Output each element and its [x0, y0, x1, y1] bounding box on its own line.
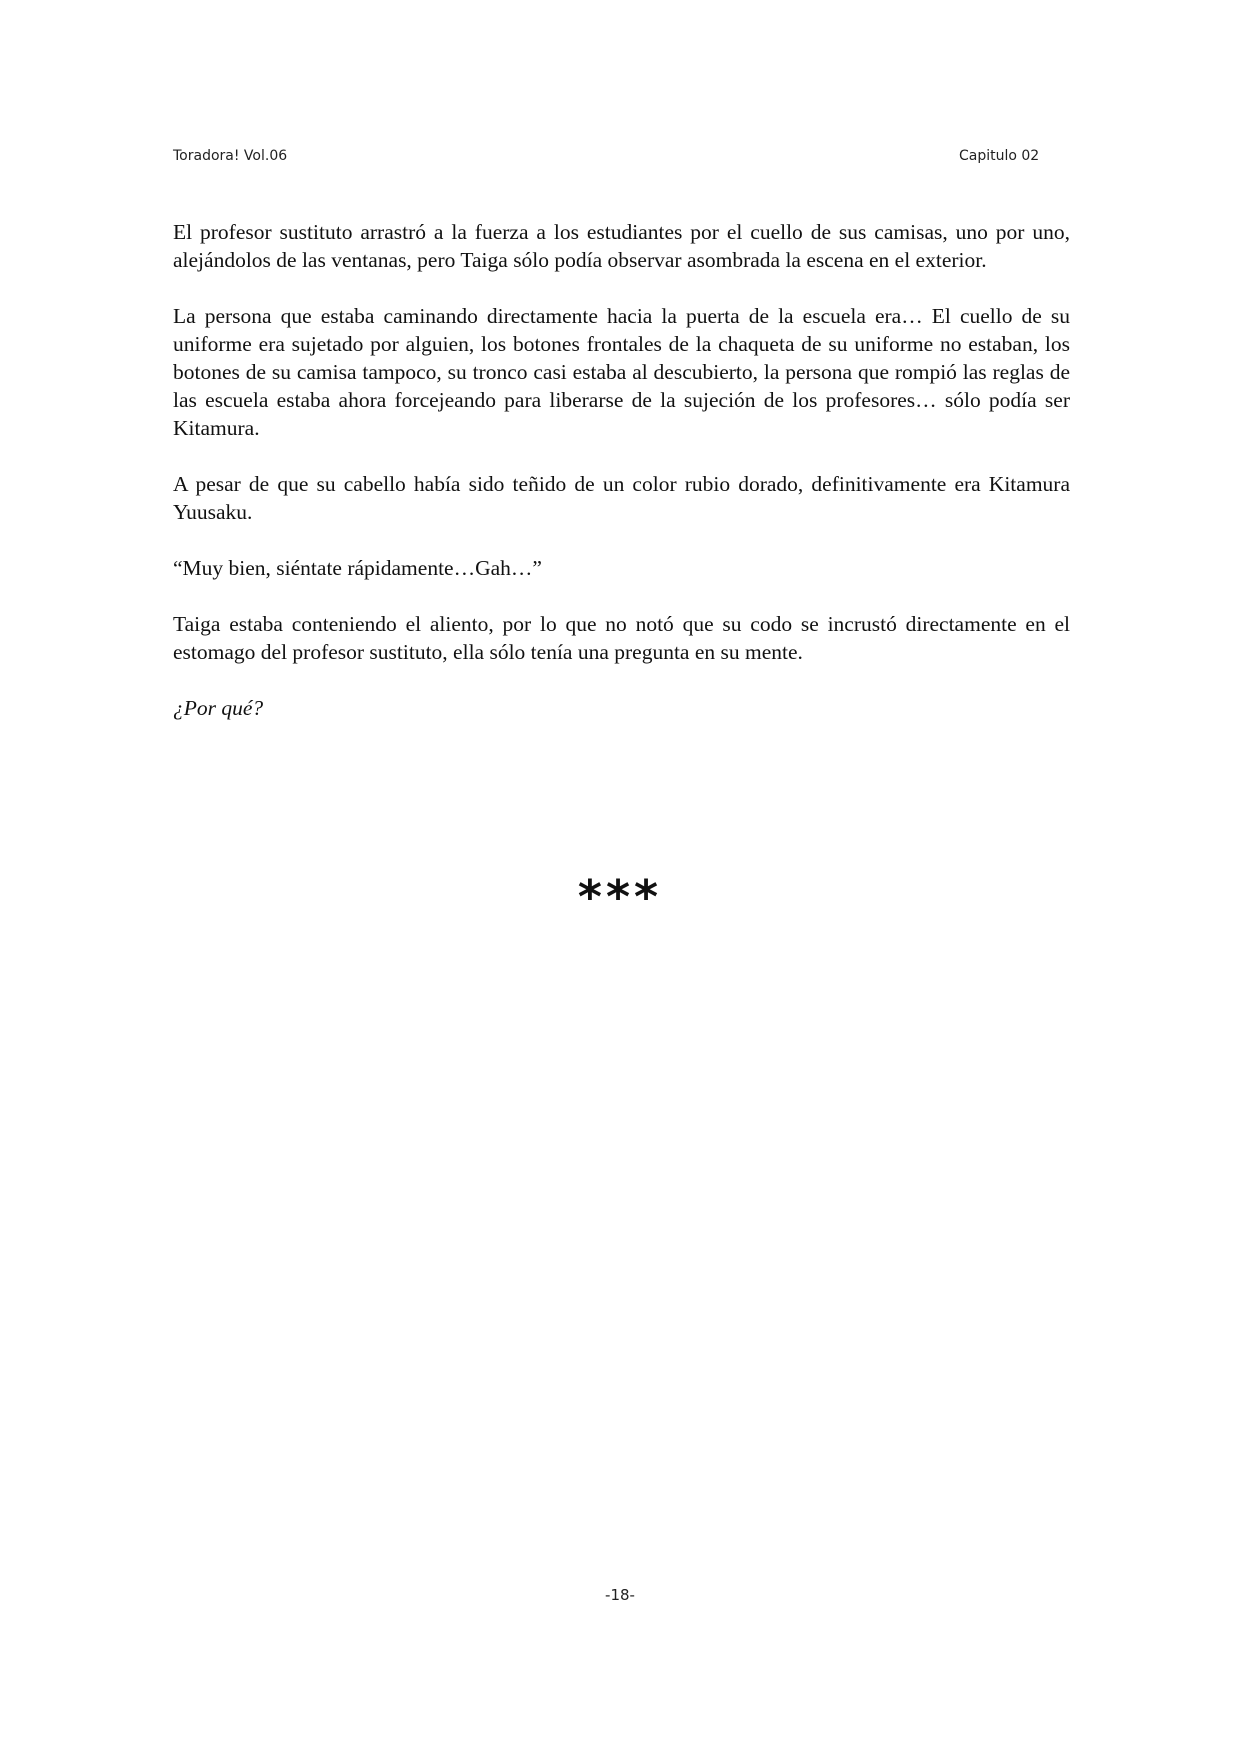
paragraph: A pesar de que su cabello había sido teñido de un color rubio dorado, definitivamente era Kitamura Yuusaku.: [173, 472, 1070, 524]
header-book-title: Toradora! Vol.06: [173, 148, 288, 164]
paragraph-italic-question: ¿Por qué?: [173, 696, 264, 720]
header-chapter: Capitulo 02: [959, 148, 1040, 164]
scene-separator: ***: [577, 870, 663, 924]
main-text: [173, 218, 1070, 722]
paragraph: El profesor sustituto arrastró a la fuerza a los estudiantes por el cuello de sus camisas, uno por uno, alejándolos de las ventanas, pero Taiga sólo podía observar asombrada la escena en el exterior.: [173, 220, 1070, 272]
paragraph: La persona que estaba caminando directamente hacia la puerta de la escuela era… El cuello de su uniforme era sujetado por alguien, los botones frontales de la chaqueta de su uniforme no estaban, los botones de su camisa tampoco, su tronco casi estaba al descubierto, la persona que rompió las reglas de las escuela estaba ahora forcejeando para liberarse de la sujeción de los profesores… sólo podía ser Kitamura.: [173, 304, 1070, 440]
paragraph-dialogue: “Muy bien, siéntate rápidamente…Gah…”: [173, 556, 542, 580]
page-number: -18-: [605, 1586, 635, 1604]
paragraph: Taiga estaba conteniendo el aliento, por lo que no notó que su codo se incrustó directamente en el estomago del profesor sustituto, ella sólo tenía una pregunta en su mente.: [173, 612, 1070, 664]
